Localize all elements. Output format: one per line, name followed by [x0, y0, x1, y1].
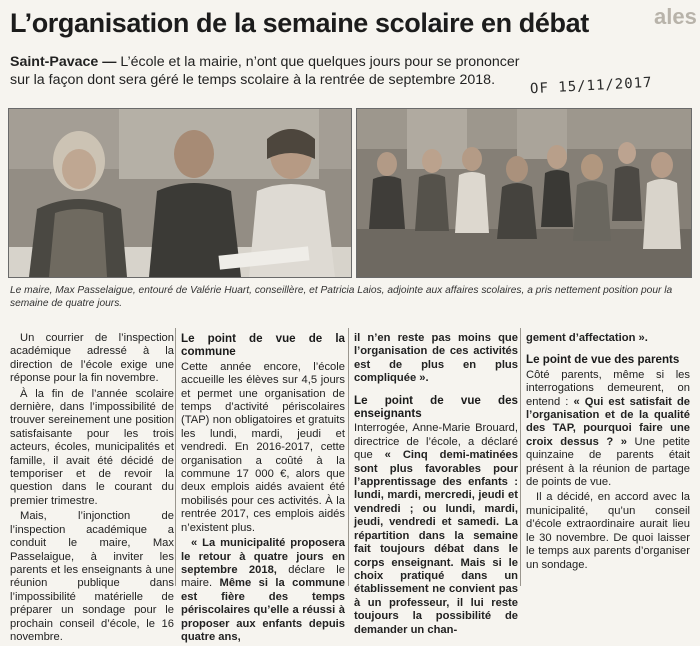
- photo-audience-image: [357, 109, 691, 277]
- paragraph-text: Une petite quinzaine de parents était présent à la réunion de partage de points de vue.: [526, 435, 690, 489]
- paragraph: [181, 537, 345, 644]
- article-column-4: [526, 332, 690, 574]
- photo-officials-image: [9, 109, 351, 277]
- section-heading-enseignants: Le point de vue des enseignants: [354, 393, 518, 421]
- headline: L’organisation de la semaine scolaire en débat: [10, 8, 589, 38]
- paragraph: Un courrier de l’inspection académique adressé à la direction de l’école exige une réponse pour la fin novembre.: [10, 332, 174, 385]
- section-heading-parents: Le point de vue des parents: [526, 353, 680, 367]
- paragraph: [526, 369, 690, 490]
- quote: gement d’affectation ».: [526, 332, 648, 344]
- paragraph: [354, 422, 518, 637]
- paragraph-text: Côté parents, même si les interrogations demeurent, on entend :: [526, 368, 690, 408]
- photo-caption: Le maire, Max Passelaigue, entouré de Valérie Huart, conseillère, et Patricia Laios, adjointe aux affaires scolaires, a pris nettement position pour la semaine de quatre jours.: [10, 285, 673, 309]
- lead-text: L’école et la mairie, n’ont que quelques jours pour se prononcer sur la façon dont sera géré le temps scolaire à la rentrée de septembre 2018.: [10, 54, 520, 88]
- paragraph-text: Interrogée, Anne-Marie Brouard, directrice de l’école, a déclaré que: [354, 422, 518, 462]
- section-heading-commune: Le point de vue de la commune: [181, 332, 345, 359]
- photo-audience: [356, 108, 692, 278]
- paragraph: À la fin de l’année scolaire dernière, dans l’impossibilité de trouver sereinement une position satisfaisante pour les trois acteurs, écoles, municipalités et famille, il avait été décidé de temporiser et de revoir la question dans le courant du premier trimestre.: [10, 387, 174, 507]
- paragraph-text: déclare le maire.: [181, 563, 345, 590]
- paragraph: Mais, l’injonction de l’inspection académique a conduit le maire, Max Passelaigue, à inviter les parents et les enseignants à une réunion publique dans l’impossibilité matérielle de préparer un sondage pour le prochain conseil d’école, le 16 novembre.: [10, 510, 174, 643]
- quote: il n’en reste pas moins que l’organisation de ces activités est de plus en plus compliquée ».: [354, 332, 518, 385]
- dateline: Saint-Pavace —: [10, 54, 117, 70]
- article-column-1: [10, 332, 174, 646]
- column-rule: [520, 328, 521, 586]
- article-column-2: [181, 332, 345, 646]
- quote: « Cinq demi-matinées sont plus favorables pour l’apprentissage des enfants : lundi, mardi, mercredi, jeudi et vendredi ; ou lundi, mardi, jeudi, vendredi et samedi. La répartition dans la semaine fait toujours débat dans le corps enseignant. Mais si le choix pratiqué dans un établissement ne convient pas à un professeur, il lui reste toujours la possibilité de demander un chan-: [354, 449, 518, 636]
- quote: « La municipalité proposera le retour à quatre jours en septembre 2018,: [181, 537, 345, 576]
- column-rule: [175, 328, 176, 586]
- article-column-3: [354, 332, 518, 639]
- lead-paragraph: [10, 53, 540, 89]
- photo-officials: [8, 108, 352, 278]
- paragraph: Il a décidé, en accord avec la municipalité, qu’un conseil d’école extraordinaire aurait lieu le 30 novembre. De quoi laisser le temps aux parents d’organiser un sondage.: [526, 491, 690, 571]
- column-rule: [348, 328, 349, 586]
- bleed-through-text: ales: [654, 4, 697, 29]
- handwritten-date-stamp: OF 15/11/2017: [529, 74, 653, 98]
- quote: Même si la commune est fière des temps périscolaires qu’elle a réussi à proposer aux enfants depuis quatre ans,: [181, 577, 345, 643]
- paragraph: Cette année encore, l’école accueille les élèves sur 4,5 jours et permet une organisation de temps d’activité périscolaires (TAP) non obligatoires et gratuits les lundi, mardi, jeudi et vendredi. En 2016-2017, cette organisation a coûté à la commune 17 000 €, alors que deux emplois aidés avaient été mobilisés pour ces activités. À la rentrée 2017, ces emplois aidés n’existent plus.: [181, 360, 345, 534]
- quote: « Qui est satisfait de l’organisation et de la qualité des TAP, pourquoi faire une croix dessus ? »: [526, 395, 691, 448]
